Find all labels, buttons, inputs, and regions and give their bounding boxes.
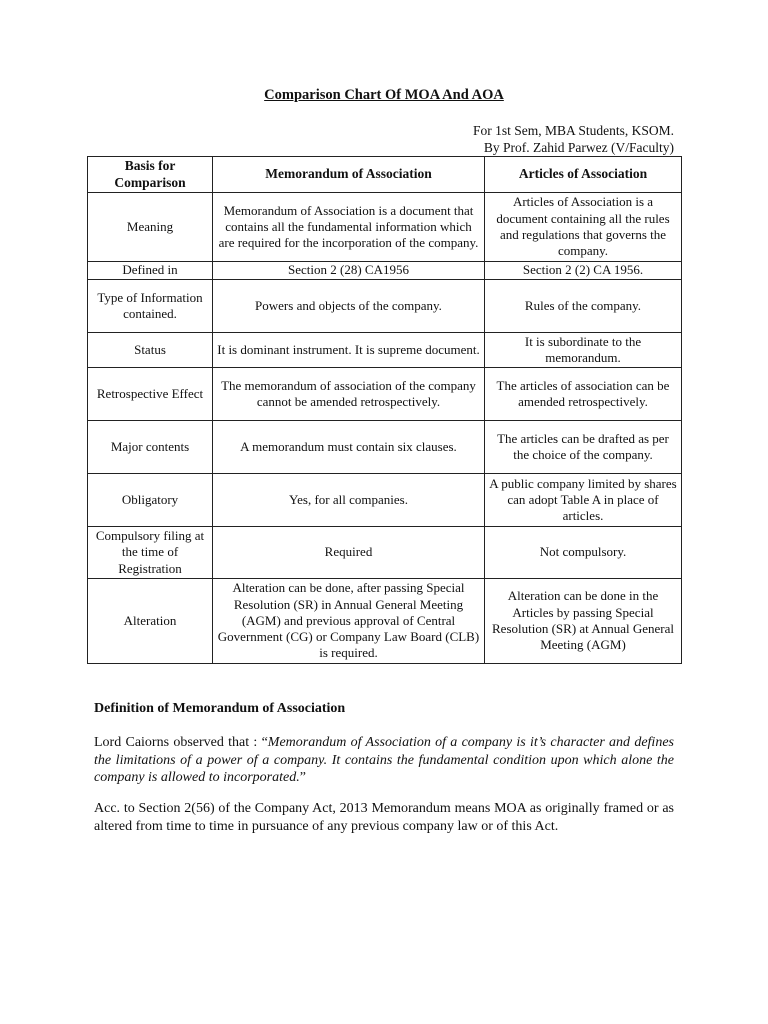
byline-course: For 1st Sem, MBA Students, KSOM. [472,123,674,138]
table-header-row [88,157,682,193]
moa-cell: The memorandum of association of the company cannot be amended retrospectively. [213,368,485,421]
comparison-table [87,156,682,664]
row-label: Major contents [88,421,213,474]
definition-quote-paragraph [94,734,674,787]
aoa-cell: Articles of Association is a document containing all the rules and regulations that governs the company. [485,193,682,262]
quote-text: Memorandum of Association of a company is it’s character and defines the limitations of a power of a company. It contains the fundamental condition upon which alone the company is allowed to incorporated. [94,735,674,785]
aoa-cell: It is subordinate to the memorandum. [485,333,682,368]
aoa-cell: Rules of the company. [485,280,682,333]
moa-cell: A memorandum must contain six clauses. [213,421,485,474]
table-row [88,333,682,368]
row-label: Defined in [88,262,213,280]
row-label: Alteration [88,579,213,664]
aoa-cell: Not compulsory. [485,527,682,579]
quote-intro: Lord Caiorns observed that : “ [94,735,268,750]
byline-author: By Prof. Zahid Parwez (V/Faculty) [483,140,674,155]
row-label: Meaning [88,193,213,262]
table-row [88,262,682,280]
aoa-cell: The articles can be drafted as per the choice of the company. [485,421,682,474]
definition-act-paragraph: Acc. to Section 2(56) of the Company Act, 2013 Memorandum means MOA as originally framed or as altered from time to time in pursuance of any previous company law or of this Act. [94,801,674,834]
header-basis: Basis for Comparison [88,157,213,193]
aoa-cell: Alteration can be done in the Articles by passing Special Resolution (SR) at Annual General Meeting (AGM) [485,579,682,664]
header-aoa: Articles of Association [485,157,682,193]
moa-cell: It is dominant instrument. It is supreme document. [213,333,485,368]
row-label: Status [88,333,213,368]
aoa-cell: Section 2 (2) CA 1956. [485,262,682,280]
table-row [88,280,682,333]
row-label: Compulsory filing at the time of Registration [88,527,213,579]
row-label: Retrospective Effect [88,368,213,421]
definition-heading: Definition of Memorandum of Association [94,701,346,716]
moa-cell: Yes, for all companies. [213,474,485,527]
table-row [88,579,682,664]
aoa-cell: A public company limited by shares can adopt Table A in place of articles. [485,474,682,527]
header-moa: Memorandum of Association [213,157,485,193]
table-row [88,527,682,579]
byline [473,122,674,156]
table-row [88,193,682,262]
moa-cell: Alteration can be done, after passing Special Resolution (SR) in Annual General Meeting (AGM) and previous approval of Central Government (CG) or Company Law Board (CLB) is required. [213,579,485,664]
aoa-cell: The articles of association can be amended retrospectively. [485,368,682,421]
moa-cell: Memorandum of Association is a document that contains all the fundamental information which are required for the incorporation of the company. [213,193,485,262]
document-title: Comparison Chart Of MOA And AOA [264,87,504,103]
table-row [88,474,682,527]
quote-close: ” [299,770,306,785]
table-row [88,368,682,421]
row-label: Type of Information contained. [88,280,213,333]
table-row [88,421,682,474]
moa-cell: Powers and objects of the company. [213,280,485,333]
row-label: Obligatory [88,474,213,527]
moa-cell: Required [213,527,485,579]
moa-cell: Section 2 (28) CA1956 [213,262,485,280]
